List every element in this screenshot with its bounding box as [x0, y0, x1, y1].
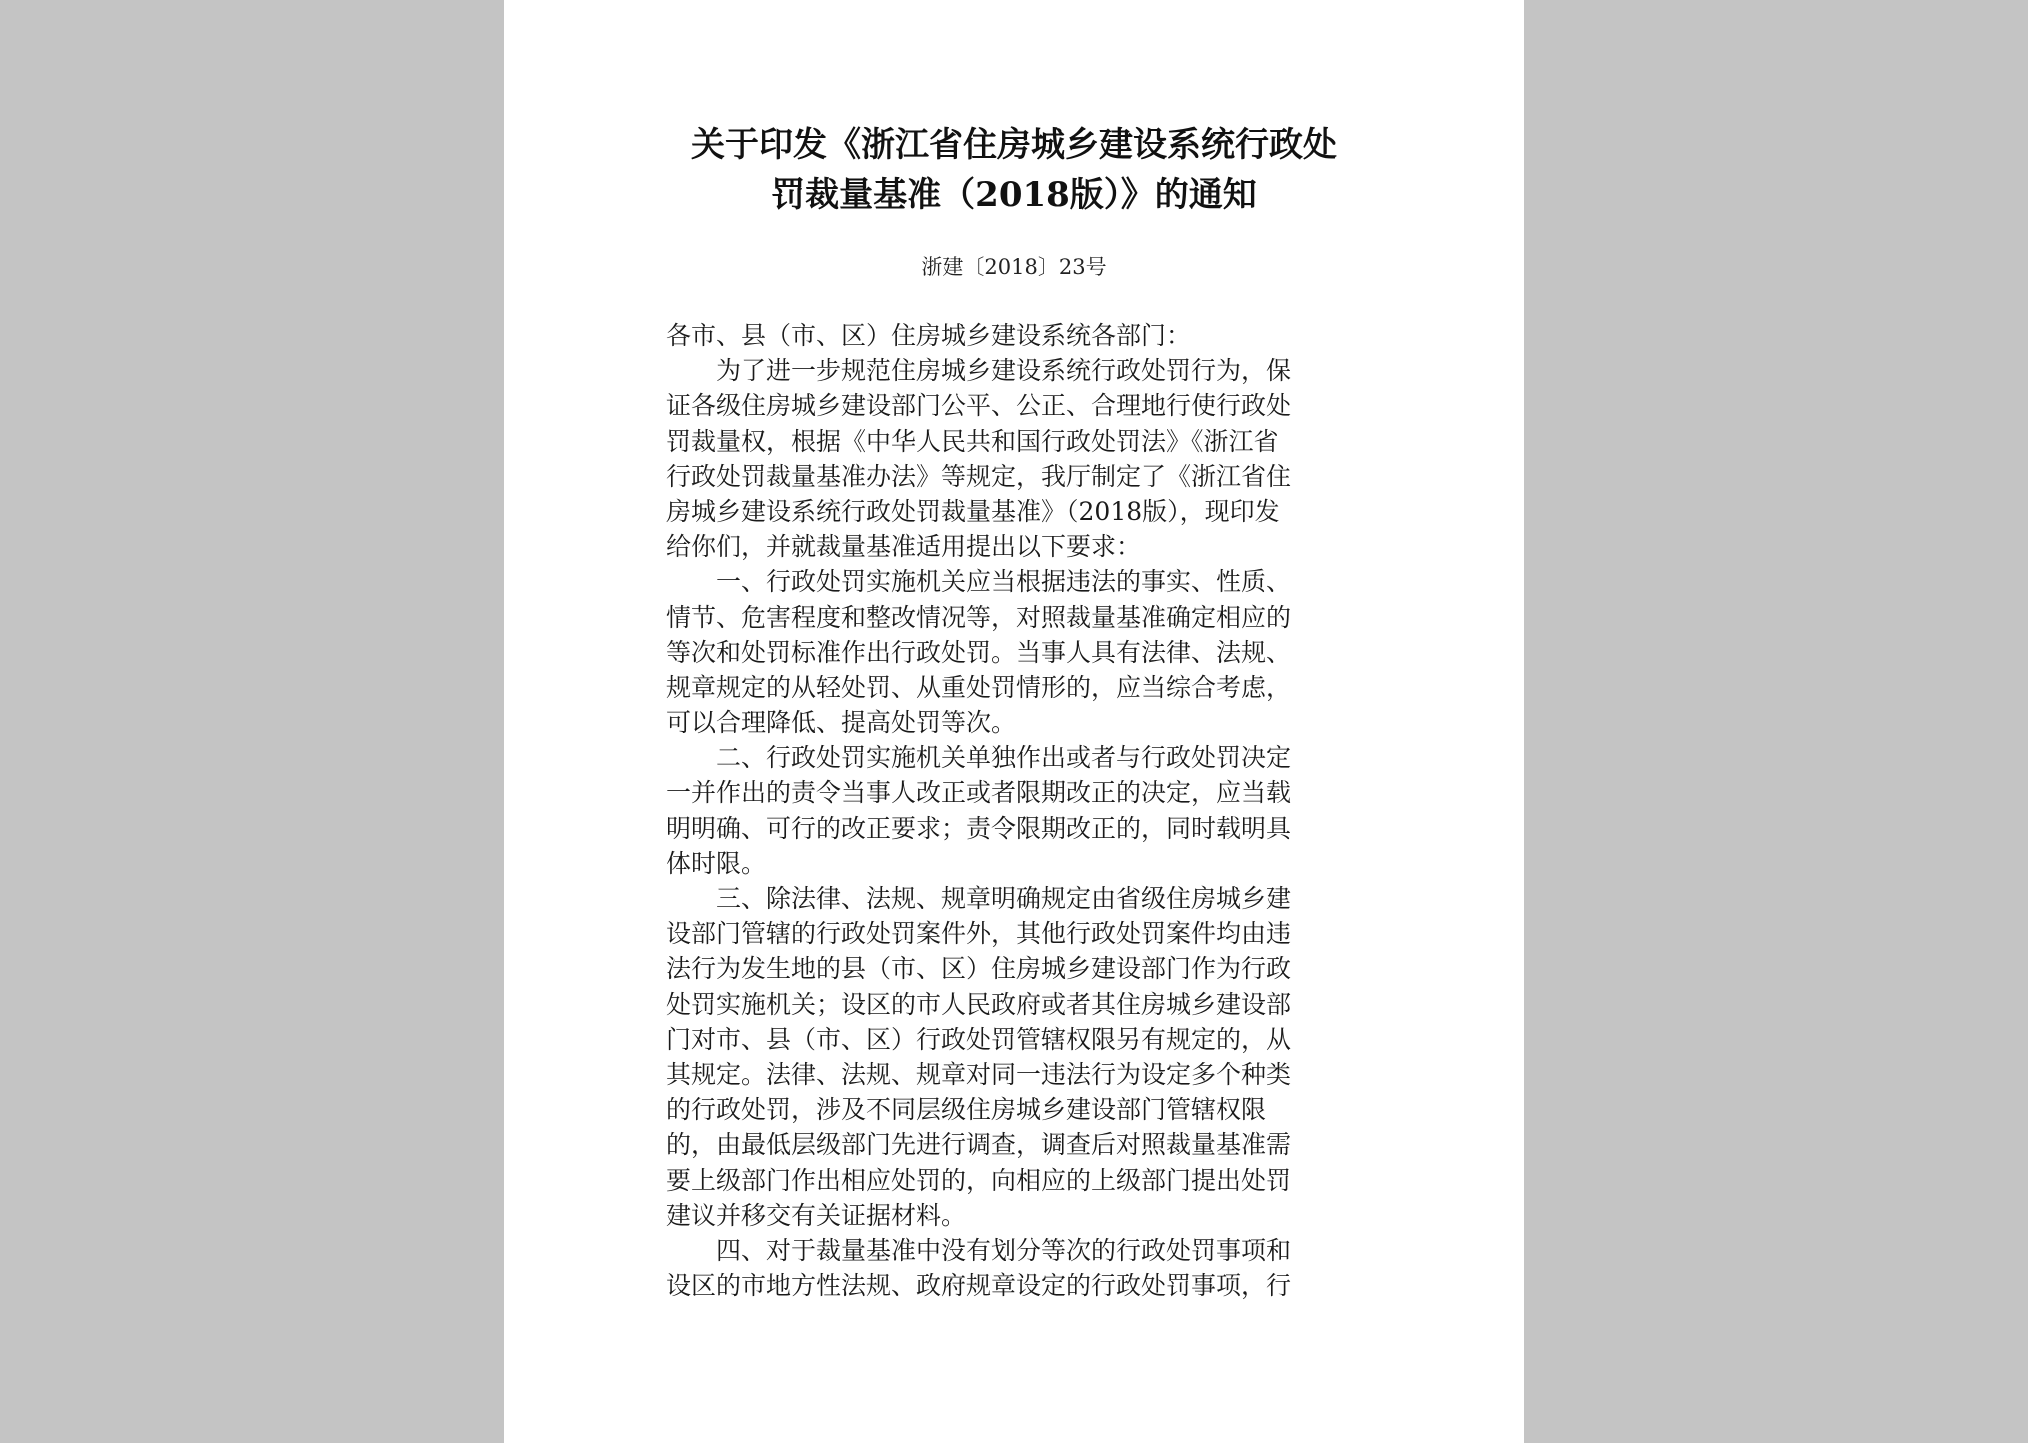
text-line: 三、除法律、法规、规章明确规定由省级住房城乡建: [716, 884, 1292, 913]
text-line: 二、行政处罚实施机关单独作出或者与行政处罚决定: [716, 743, 1292, 773]
salutation-line: 各市、县（市、区）住房城乡建设系统各部门：: [666, 321, 1192, 350]
text-line: 情节、危害程度和整改情况等，对照裁量基准确定相应的: [666, 602, 1292, 632]
document-page: [504, 0, 1524, 1443]
text-line: 门对市、县（市、区）行政处罚管辖权限另有规定的，从: [666, 1024, 1292, 1054]
title-line-1: 关于印发《浙江省住房城乡建设系统行政处: [691, 125, 1337, 165]
text-line: 规章规定的从轻处罚、从重处罚情形的，应当综合考虑，: [666, 672, 1292, 702]
text-line: 行政处罚裁量基准办法》等规定，我厅制定了《浙江省住: [666, 461, 1292, 491]
document-body: [666, 318, 1366, 1303]
title-line-2: 罚裁量基准（2018版）》的通知: [771, 175, 1257, 215]
text-line: 设区的市地方性法规、政府规章设定的行政处罚事项，行: [666, 1271, 1292, 1301]
text-line: 明明确、可行的改正要求；责令限期改正的，同时载明具: [666, 813, 1292, 843]
page-title: [504, 120, 1524, 220]
text-line: 等次和处罚标准作出行政处罚。当事人具有法律、法规、: [666, 637, 1292, 667]
text-line: 要上级部门作出相应处罚的，向相应的上级部门提出处罚: [666, 1165, 1292, 1195]
text-line: 处罚实施机关；设区的市人民政府或者其住房城乡建设部: [666, 989, 1292, 1019]
text-line: 设部门管辖的行政处罚案件外，其他行政处罚案件均由违: [666, 919, 1292, 949]
text-line: 罚裁量权，根据《中华人民共和国行政处罚法》《浙江省: [666, 426, 1279, 456]
text-line: 四、对于裁量基准中没有划分等次的行政处罚事项和: [716, 1235, 1292, 1265]
text-line: 一、行政处罚实施机关应当根据违法的事实、性质、: [716, 567, 1292, 597]
text-line: 的行政处罚，涉及不同层级住房城乡建设部门管辖权限: [666, 1095, 1267, 1125]
text-line: 其规定。法律、法规、规章对同一违法行为设定多个种类: [666, 1059, 1292, 1089]
text-line: 为了进一步规范住房城乡建设系统行政处罚行为，保: [716, 356, 1292, 386]
text-line: 一并作出的责令当事人改正或者限期改正的决定，应当载: [666, 778, 1292, 808]
text-line: 法行为发生地的县（市、区）住房城乡建设部门作为行政: [666, 954, 1292, 984]
text-line: 的，由最低层级部门先进行调查，调查后对照裁量基准需: [666, 1130, 1292, 1160]
text-line: 房城乡建设系统行政处罚裁量基准》（2018版），现印发: [666, 496, 1280, 526]
text-line: 建议并移交有关证据材料。: [666, 1200, 967, 1230]
text-line: 体时限。: [666, 848, 767, 878]
text-line: 证各级住房城乡建设部门公平、公正、合理地行使行政处: [666, 391, 1292, 421]
document-number: 浙建〔2018〕23号: [921, 255, 1107, 279]
text-line: 给你们，并就裁量基准适用提出以下要求：: [666, 532, 1142, 562]
text-line: 可以合理降低、提高处罚等次。: [666, 708, 1017, 738]
